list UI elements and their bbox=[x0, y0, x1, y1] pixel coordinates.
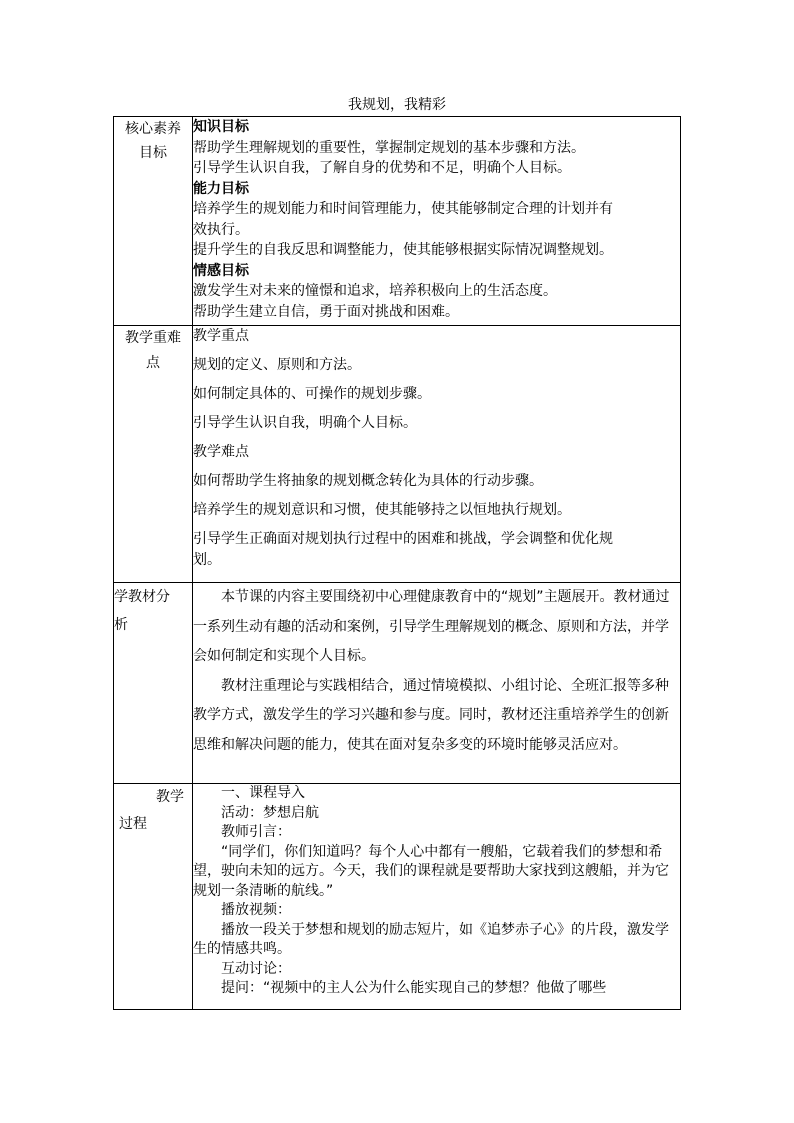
process-line: 互动讨论： bbox=[221, 960, 291, 977]
knowledge-heading: 知识目标 bbox=[193, 119, 249, 135]
process-label: 教学 过程 bbox=[114, 784, 193, 1010]
ability-item: 培养学生的规划能力和时间管理能力，使其能够制定合理的计划并有 bbox=[193, 201, 613, 217]
difficult-heading: 教学难点 bbox=[193, 444, 249, 460]
difficult-item: 如何帮助学生将抽象的规划概念转化为具体的行动步骤。 bbox=[193, 473, 543, 489]
document-title: 我规划，我精彩 bbox=[348, 97, 446, 113]
process-line: 活动：梦想启航 bbox=[221, 804, 319, 821]
process-line: 提问：“视频中的主人公为什么能实现自己的梦想？他做了哪些 bbox=[221, 980, 607, 996]
emotion-heading: 情感目标 bbox=[193, 262, 249, 279]
difficult-item-cont: 划。 bbox=[193, 552, 221, 568]
process-row bbox=[114, 784, 681, 1010]
key-points-row bbox=[114, 326, 681, 583]
difficult-item: 引导学生正确面对规划执行过程中的困难和挑战，学会调整和优化规 bbox=[193, 531, 613, 547]
process-section-heading: 一、课程导入 bbox=[221, 785, 305, 801]
key-points-label: 教学重难 点 bbox=[114, 326, 193, 583]
objectives-label: 核心素养 目标 bbox=[114, 117, 193, 326]
process-line: 播放一段关于梦想和规划的励志短片，如《追梦赤子心》的片段，激发学生的情感共鸣。 bbox=[193, 921, 669, 957]
knowledge-item: 帮助学生理解规划的重要性，掌握制定规划的基本步骤和方法。 bbox=[193, 139, 585, 156]
analysis-content bbox=[193, 583, 681, 784]
objectives-content bbox=[193, 117, 681, 326]
process-line: 教师引言： bbox=[221, 824, 291, 840]
process-content bbox=[193, 784, 681, 1010]
key-item: 引导学生认识自我，明确个人目标。 bbox=[193, 415, 417, 431]
objectives-row bbox=[114, 117, 681, 326]
emotion-item: 帮助学生建立自信，勇于面对挑战和困难。 bbox=[193, 303, 459, 320]
analysis-row bbox=[114, 583, 681, 784]
analysis-paragraph: 教材注重理论与实践相结合，通过情境模拟、小组讨论、全班汇报等多种教学方式，激发学生的学习兴趣和参与度。同时，教材还注重培养学生的创新思维和解决问题的能力，使其在面对复杂多变的环境时能够灵活应对。 bbox=[193, 677, 669, 753]
lesson-plan-table bbox=[113, 116, 681, 1010]
ability-item-cont: 效执行。 bbox=[193, 221, 249, 238]
difficult-item: 培养学生的规划意识和习惯，使其能够持之以恒地执行规划。 bbox=[193, 502, 571, 518]
process-line: 播放视频： bbox=[221, 902, 291, 918]
ability-heading: 能力目标 bbox=[193, 180, 249, 197]
ability-item: 提升学生的自我反思和调整能力，使其能够根据实际情况调整规划。 bbox=[193, 242, 613, 258]
key-points-content bbox=[193, 326, 681, 583]
key-heading: 教学重点 bbox=[193, 328, 249, 344]
key-item: 规划的定义、原则和方法。 bbox=[193, 357, 361, 373]
knowledge-item: 引导学生认识自我，了解自身的优势和不足，明确个人目标。 bbox=[193, 160, 571, 176]
process-line: “同学们，你们知道吗？每个人心中都有一艘船，它载着我们的梦想和希望，驶向未知的远方。今天，我们的课程就是要帮助大家找到这艘船，并为它规划一条清晰的航线。” bbox=[193, 843, 669, 899]
analysis-label: 学教材分 析 bbox=[114, 583, 193, 784]
key-item: 如何制定具体的、可操作的规划步骤。 bbox=[193, 386, 431, 402]
analysis-paragraph: 本节课的内容主要围绕初中心理健康教育中的“规划”主题展开。教材通过一系列生动有趣的活动和案例，引导学生理解规划的概念、原则和方法，并学会如何制定和实现个人目标。 bbox=[193, 589, 670, 664]
emotion-item: 激发学生对未来的憧憬和追求，培养积极向上的生活态度。 bbox=[193, 283, 557, 299]
